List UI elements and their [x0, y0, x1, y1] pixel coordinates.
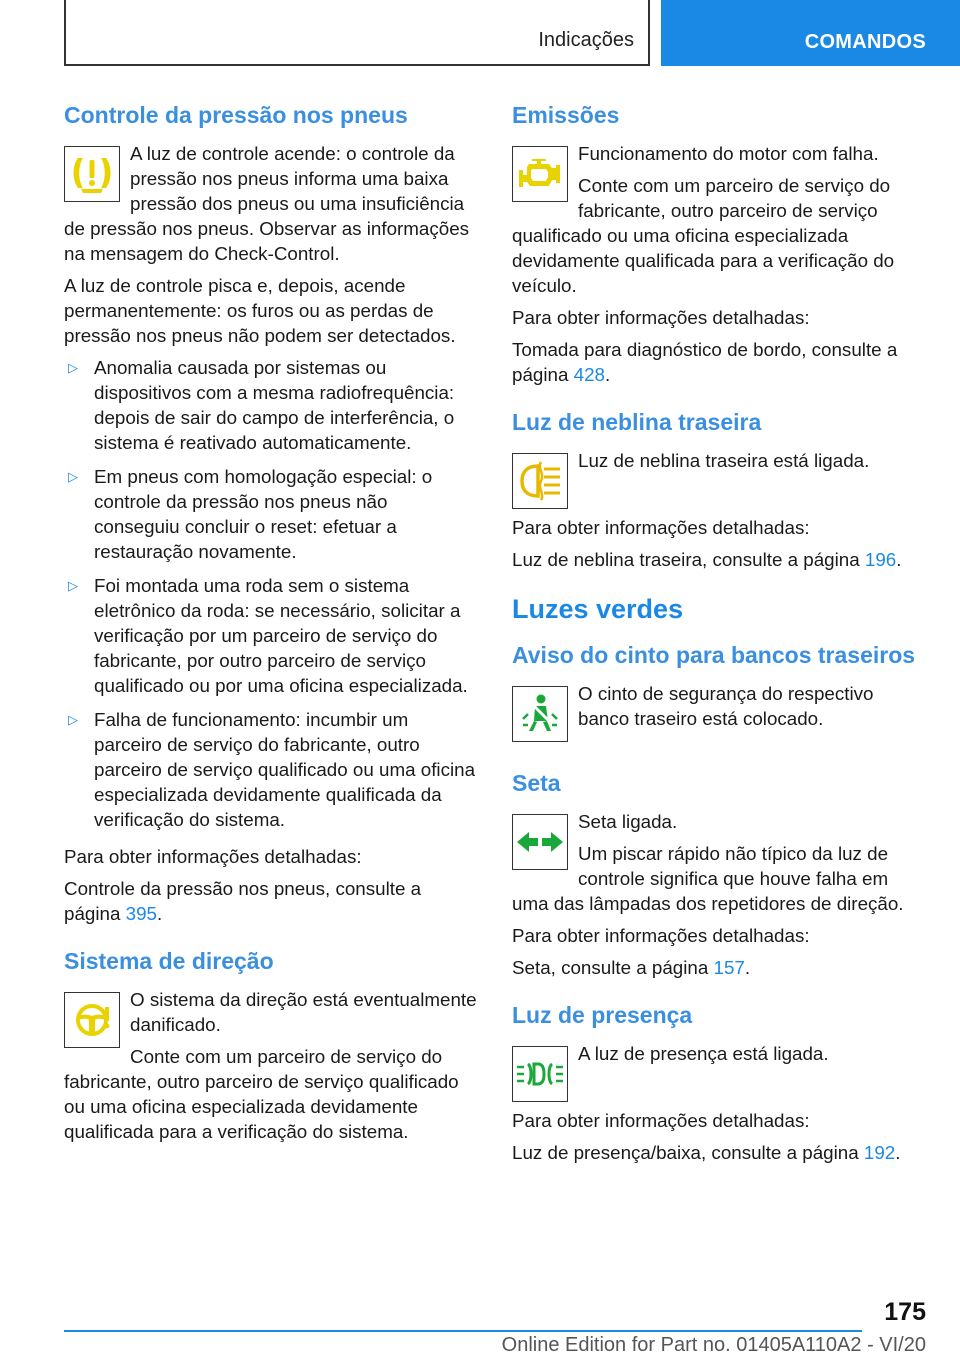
green-lights-heading: Luzes verdes	[512, 594, 684, 624]
tire-pressure-text-2: A luz de controle pisca e, depois, acende permanentemente: os furos ou as perdas de pressão nos pneus não podem ser detectados.	[64, 275, 456, 346]
parking-light-heading: Luz de presença	[512, 1002, 693, 1028]
emissions-text-2: Conte com um parceiro de serviço do fabricante, outro parceiro de serviço qualificado ou uma oficina especializada devidamente qualificada para a verificação do veículo.	[512, 175, 895, 296]
bullet-triangle-icon: ▷	[68, 712, 78, 727]
rear-fog-light-icon	[512, 453, 568, 509]
fog-light-intro	[512, 448, 926, 515]
turn-signal-text-1: Seta ligada.	[578, 811, 678, 832]
fog-light-reference: Luz de neblina traseira, consulte a página 196.	[512, 549, 902, 570]
emissions-intro	[512, 141, 926, 305]
page-link-196[interactable]: 196	[864, 549, 897, 570]
tire-pressure-heading: Controle da pressão nos pneus	[64, 102, 408, 128]
parking-light-info-label: Para obter informações detalhadas:	[512, 1110, 810, 1131]
turn-signal-heading: Seta	[512, 770, 561, 796]
seatbelt-text-1: O cinto de segurança do respectivo banco traseiro está colocado.	[578, 683, 874, 729]
parking-light-intro	[512, 1041, 926, 1108]
page-link-157[interactable]: 157	[713, 957, 745, 978]
tire-pressure-warning-icon	[64, 146, 120, 202]
list-item: ▷ Em pneus com homologação especial: o controle da pressão nos pneus não conseguiu concluir o reset: efetuar a restauração novamente.	[68, 466, 433, 562]
parking-light-icon	[512, 1046, 568, 1102]
emissions-heading: Emissões	[512, 102, 620, 128]
steering-text-2: Conte com um parceiro de serviço do fabricante, outro parceiro de serviço qualificado ou uma oficina especializada devidamente qualificada para a verificação do sistema.	[64, 1046, 459, 1142]
emissions-text-1: Funcionamento do motor com falha.	[578, 143, 879, 164]
turn-signal-icon	[512, 814, 568, 870]
seatbelt-heading: Aviso do cinto para bancos traseiros	[512, 642, 916, 668]
steering-heading: Sistema de direção	[64, 948, 274, 974]
bullet-triangle-icon: ▷	[68, 360, 78, 375]
emissions-info-label: Para obter informações detalhadas:	[512, 307, 810, 328]
left-column	[64, 100, 478, 1151]
bullet-triangle-icon: ▷	[68, 469, 78, 484]
section-title: Indicações	[538, 29, 634, 51]
footer-divider	[64, 1330, 862, 1332]
tire-pressure-reference: Controle da pressão nos pneus, consulte a página 395.	[64, 878, 422, 924]
fog-light-info-label: Para obter informações detalhadas:	[512, 517, 810, 538]
chapter-title: COMANDOS	[804, 31, 926, 53]
engine-check-icon	[512, 146, 568, 202]
chapter-tab	[661, 0, 960, 66]
parking-light-reference: Luz de presença/baixa, consulte a página 192.	[512, 1142, 901, 1163]
turn-signal-intro	[512, 809, 926, 923]
steering-intro	[64, 987, 478, 1151]
steering-text-1: O sistema da direção está eventualmente danificado.	[130, 989, 477, 1035]
page-link-192[interactable]: 192	[863, 1142, 896, 1163]
footer-edition: Online Edition for Part no. 01405A110A2 - VI/20	[501, 1334, 926, 1356]
turn-signal-text-2: Um piscar rápido não típico da luz de controle significa que houve falha em uma das lâmpadas dos repetidores de direção.	[512, 843, 904, 914]
list-item: ▷ Falha de funcionamento: incumbir um parceiro de serviço do fabricante, outro parceiro de serviço qualificado ou uma oficina especializada devidamente qualificada da verificação do sistema.	[68, 709, 476, 830]
parking-light-text-1: A luz de presença está ligada.	[578, 1043, 829, 1064]
page-number: 175	[884, 1298, 926, 1326]
list-item: ▷ Anomalia causada por sistemas ou dispositivos com a mesma radiofrequência: depois de sair do campo de interferência, o sistema é reativado automaticamente.	[68, 357, 455, 453]
turn-signal-reference: Seta, consulte a página 157.	[512, 957, 751, 978]
header-section-box	[64, 0, 650, 66]
page-link-395[interactable]: 395	[125, 903, 157, 924]
turn-signal-info-label: Para obter informações detalhadas:	[512, 925, 810, 946]
seatbelt-intro	[512, 681, 926, 748]
bullet-triangle-icon: ▷	[68, 578, 78, 593]
right-column	[512, 100, 926, 1172]
tire-pressure-intro	[64, 141, 478, 273]
tire-pressure-list	[64, 355, 478, 832]
fog-light-heading: Luz de neblina traseira	[512, 409, 762, 435]
steering-system-warning-icon	[64, 992, 120, 1048]
tire-pressure-info-label: Para obter informações detalhadas:	[64, 846, 362, 867]
fog-light-text-1: Luz de neblina traseira está ligada.	[578, 450, 870, 471]
list-item: ▷ Foi montada uma roda sem o sistema eletrônico da roda: se necessário, solicitar a verificação por um parceiro de serviço do fabricante, por outro parceiro de serviço qualificado ou por uma oficina especializada.	[68, 575, 468, 696]
emissions-reference: Tomada para diagnóstico de bordo, consulte a página 428.	[512, 339, 898, 385]
page-link-428[interactable]: 428	[573, 364, 605, 385]
rear-seatbelt-icon	[512, 686, 568, 742]
tire-pressure-text-1: A luz de controle acende: o controle da pressão nos pneus informa uma baixa pressão dos pneus ou uma insuficiência de pressão nos pneus. Observar as informações na mensagem do Check-Control.	[64, 143, 470, 264]
